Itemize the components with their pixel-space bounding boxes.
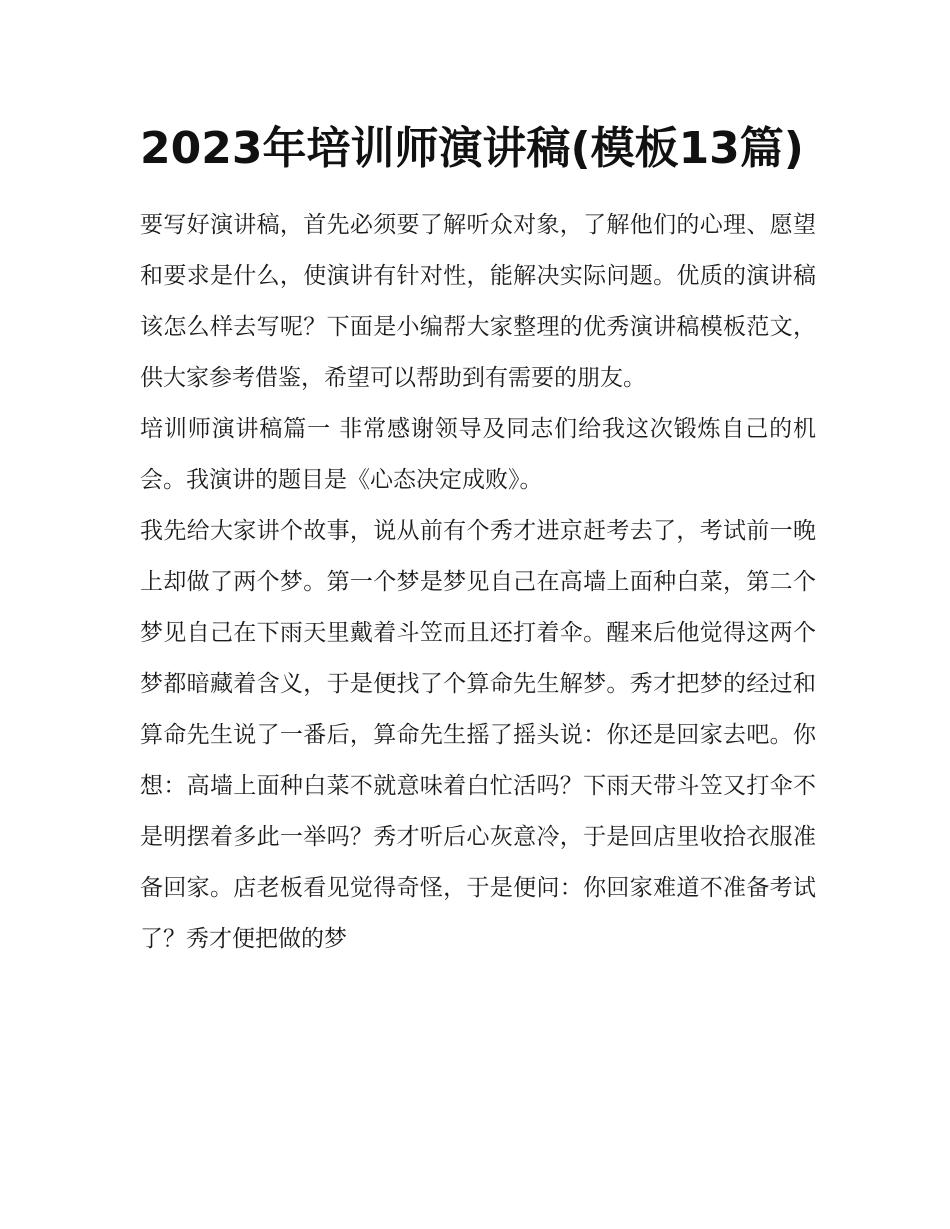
paragraph-section-one: 培训师演讲稿篇一 非常感谢领导及同志们给我这次锻炼自己的机会。我演讲的题目是《心态决定成败》。 [140, 416, 816, 493]
paragraph-intro: 要写好演讲稿，首先必须要了解听众对象，了解他们的心理、愿望和要求是什么，使演讲有针对性，能解决实际问题。优质的演讲稿该怎么样去写呢？下面是小编帮大家整理的优秀演讲稿模板范文，供大家参考借鉴，希望可以帮助到有需要的朋友。 [140, 212, 816, 391]
document-title: 2023年培训师演讲稿(模板13篇) [140, 123, 804, 174]
paragraph-story: 我先给大家讲个故事，说从前有个秀才进京赶考去了，考试前一晚上却做了两个梦。第一个梦是梦见自己在高墙上面种白菜，第二个梦见自己在下雨天里戴着斗笠而且还打着伞。醒来后他觉得这两个梦都暗藏着含义，于是便找了个算命先生解梦。秀才把梦的经过和算命先生说了一番后，算命先生摇了摇头说：你还是回家去吧。你想：高墙上面种白菜不就意味着白忙活吗？下雨天带斗笠又打伞不是明摆着多此一举吗？秀才听后心灰意冷，于是回店里收拾衣服准备回家。店老板看见觉得奇怪，于是便问：你回家难道不准备考试了？秀才便把做的梦 [140, 518, 816, 952]
document-content [140, 112, 816, 965]
